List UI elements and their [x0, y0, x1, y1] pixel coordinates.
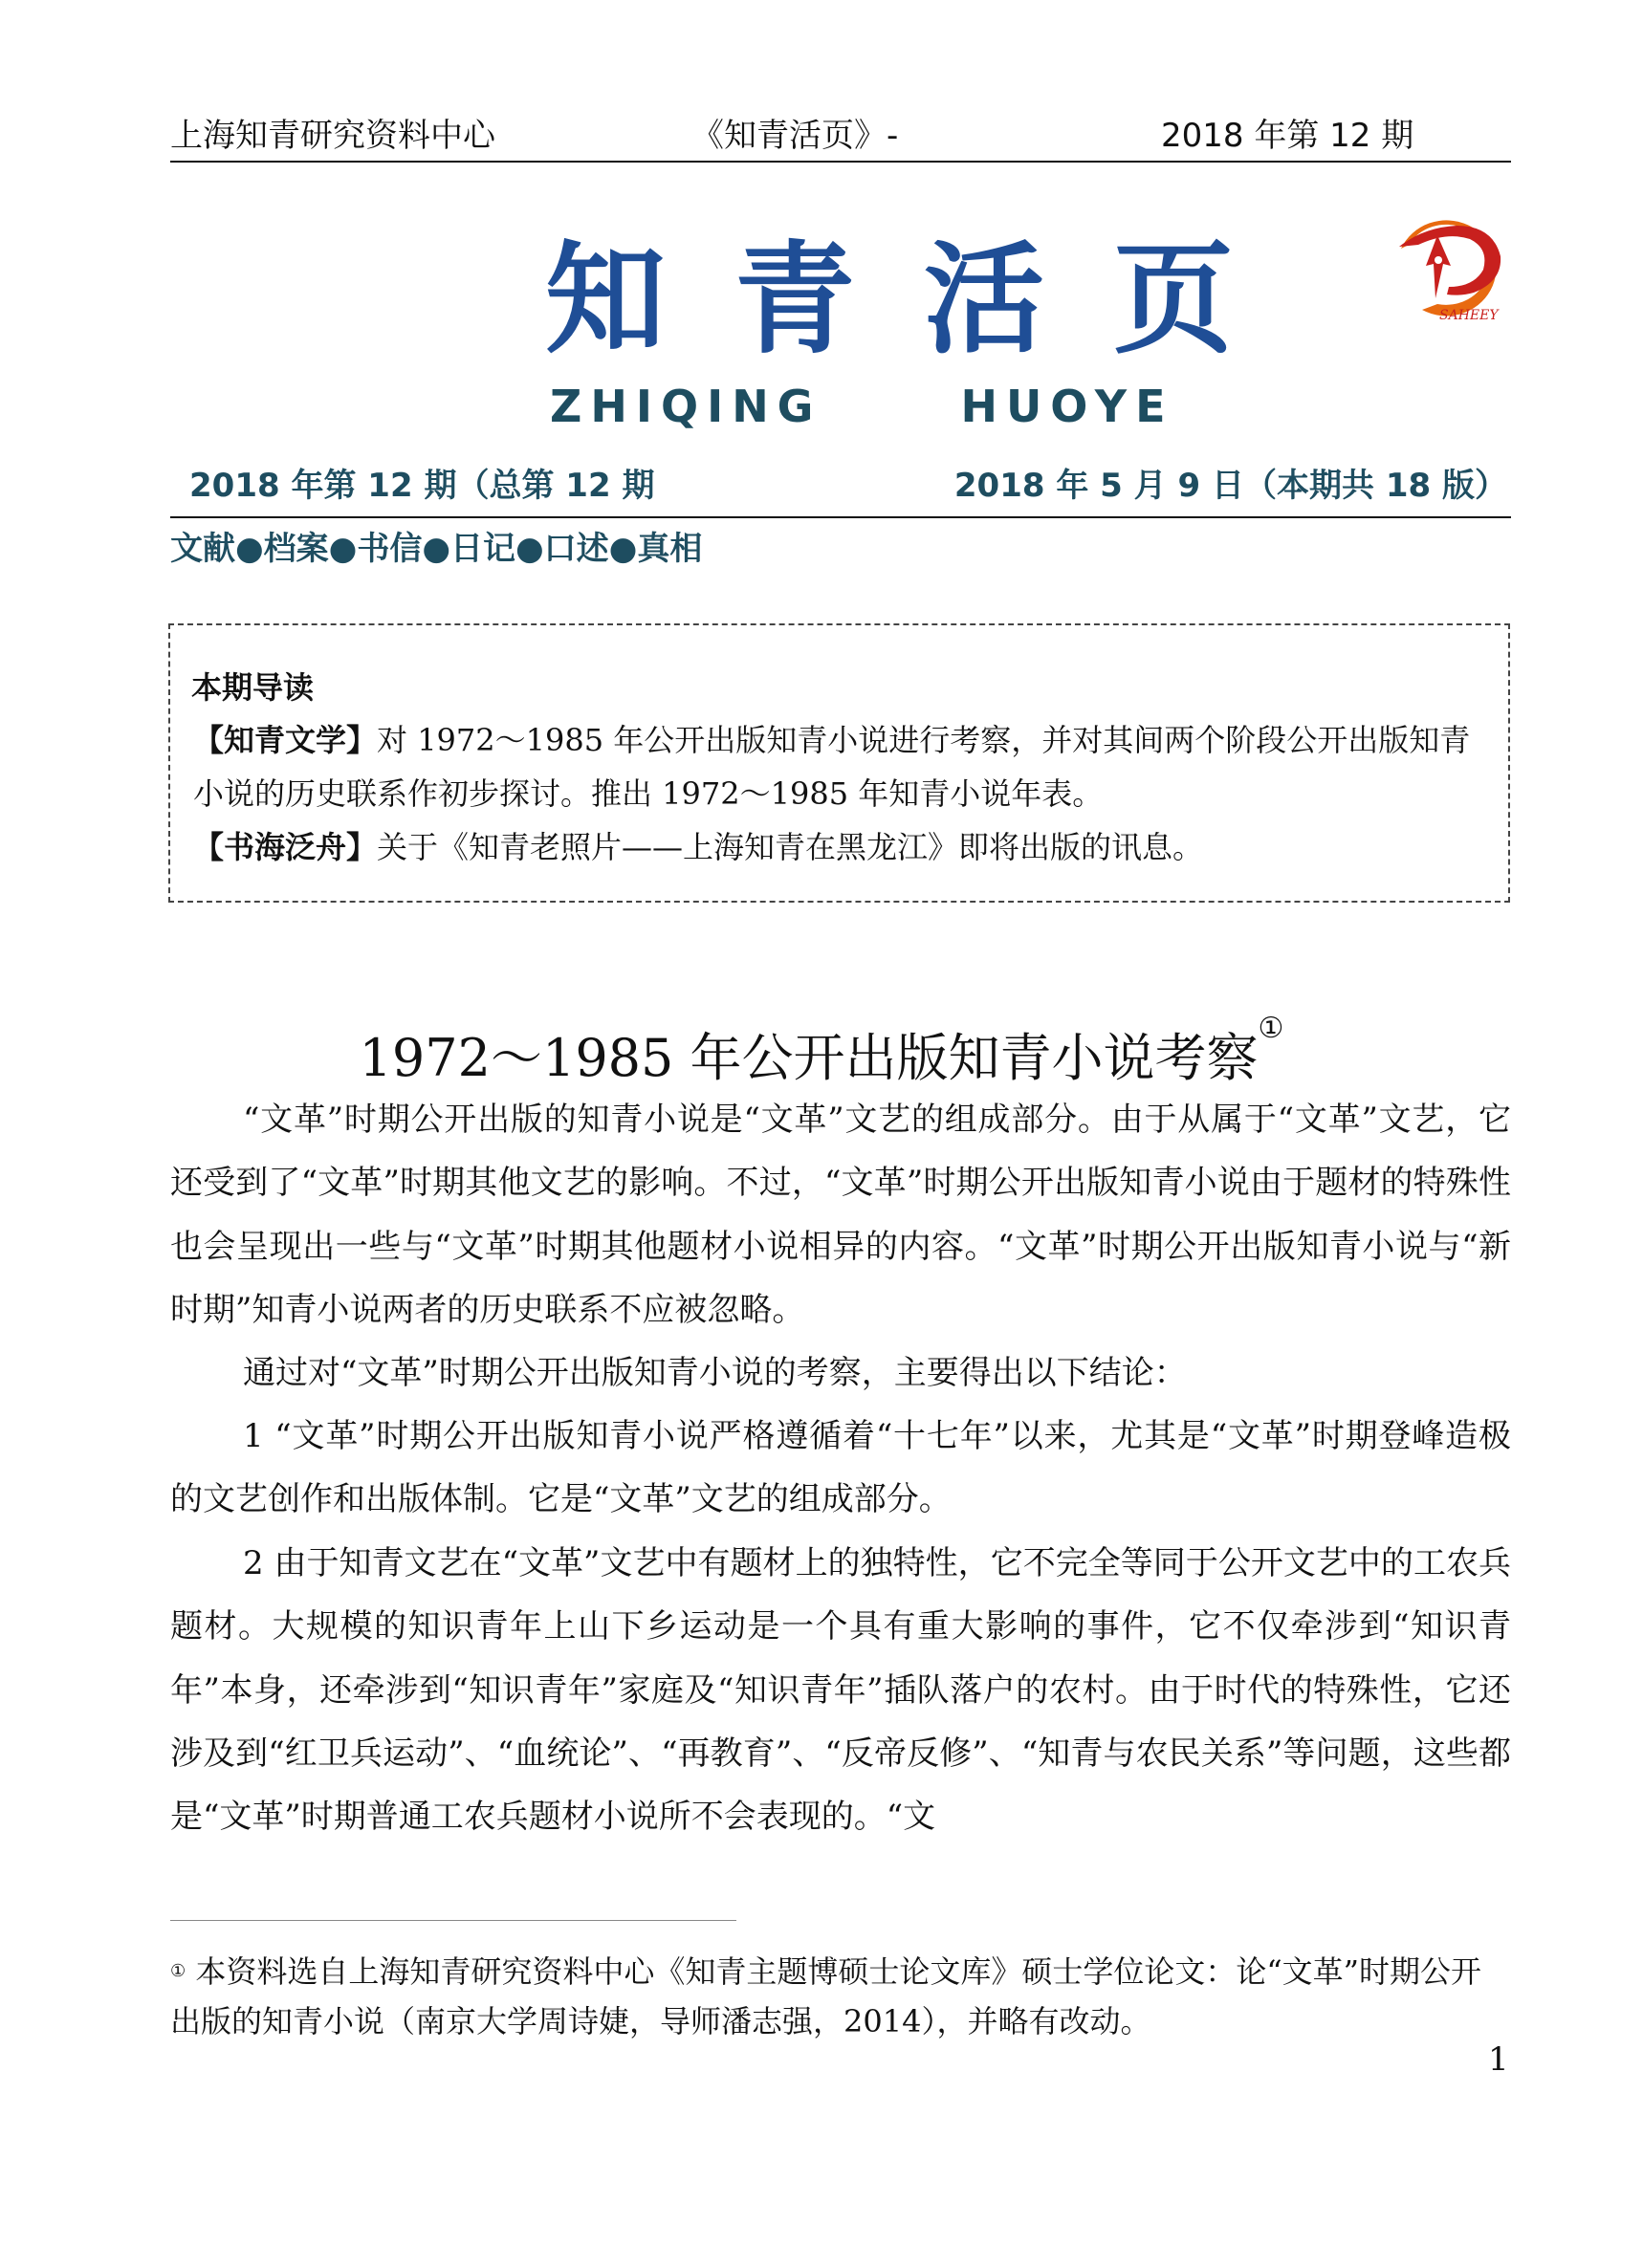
header-org: 上海知青研究资料中心 — [170, 117, 495, 155]
issue-number: 2018 年第 12 期（总第 12 期 — [189, 467, 655, 505]
guide-item-text: 关于《知青老照片——上海知青在黑龙江》即将出版的讯息。 — [377, 829, 1204, 865]
body-paragraph: 通过对“文革”时期公开出版知青小说的考察，主要得出以下结论： — [243, 1354, 1187, 1392]
header-publication: 《知青活页》- — [691, 117, 899, 155]
header-issue: 2018 年第 12 期 — [1161, 117, 1414, 155]
body-paragraph: 2 由于知青文艺在“文革”文艺中有题材上的独特性，它不完全等同于公开文艺中的工农兵题材。大规模的知识青年上山下乡运动是一个具有重大影响的事件，它不仅牵涉到“知识青年”本身，还牵涉到“知识青年”家庭及“知识青年”插队落户的农村。由于时代的特殊性，它还涉及到“红卫兵运动”、“血统论”、“再教育”、“反帝反修”、“知青与农民关系”等问题，这些都是“文革”时期普通工农兵题材小说所不会表现的。“文 — [170, 1544, 1511, 1837]
article-title-text: 1972～1985 年公开出版知青小说考察 — [359, 1028, 1259, 1088]
body-paragraph: 1 “文革”时期公开出版知青小说严格遵循着“十七年”以来，尤其是“文革”时期登峰造极的文艺创作和出版体制。它是“文革”文艺的组成部分。 — [170, 1417, 1511, 1519]
masthead-char: 知 — [545, 229, 666, 370]
publication-logo — [1380, 207, 1514, 325]
body-paragraph: “文革”时期公开出版的知青小说是“文革”文艺的组成部分。由于从属于“文革”文艺，它还受到了“文革”时期其他文艺的影响。不过，“文革”时期公开出版知青小说由于题材的特殊性也会呈现出一些与“文革”时期其他题材小说相异的内容。“文革”时期公开出版知青小说与“新时期”知青小说两者的历史联系不应被忽略。 — [170, 1101, 1511, 1329]
footnote-mark: ① — [170, 1961, 186, 1981]
masthead-char: 活 — [924, 229, 1044, 370]
guide-item — [193, 820, 1494, 874]
footnote-rule — [170, 1920, 736, 1921]
masthead-pinyin: ZHIQING HUOYE — [550, 381, 1174, 432]
issue-info — [170, 459, 1511, 518]
masthead-char: 青 — [734, 229, 855, 370]
tagline: 文献●档案●书信●日记●口述●真相 — [170, 530, 703, 568]
guide-items — [193, 713, 1494, 874]
footnote — [170, 1947, 1511, 2046]
guide-heading: 本期导读 — [191, 669, 315, 706]
running-header — [170, 103, 1511, 163]
guide-item — [193, 713, 1494, 820]
article-title — [0, 1012, 1643, 1091]
logo-nib-hole — [1435, 256, 1442, 264]
guide-item-text: 对 1972～1985 年公开出版知青小说进行考察，并对其间两个阶段公开出版知青小说的历史联系作初步探讨。推出 1972～1985 年知青小说年表。 — [193, 722, 1471, 812]
masthead-char: 页 — [1113, 229, 1234, 370]
footnote-reference: ① — [1258, 1012, 1284, 1045]
guide-item-tag: 【书海泛舟】 — [193, 829, 378, 865]
page-number: 1 — [1488, 2040, 1509, 2079]
masthead-title — [545, 218, 1234, 370]
logo-text: SAHEEY — [1439, 308, 1499, 323]
footnote-text: 本资料选自上海知青研究资料中心《知青主题博硕士论文库》硕士学位论文：论“文革”时期公开出版的知青小说（南京大学周诗婕，导师潘志强，2014），并略有改动。 — [170, 1953, 1482, 2039]
issue-date: 2018 年 5 月 9 日（本期共 18 版） — [953, 467, 1507, 505]
pen-nib-icon — [1426, 235, 1451, 298]
guide-item-tag: 【知青文学】 — [193, 722, 378, 758]
